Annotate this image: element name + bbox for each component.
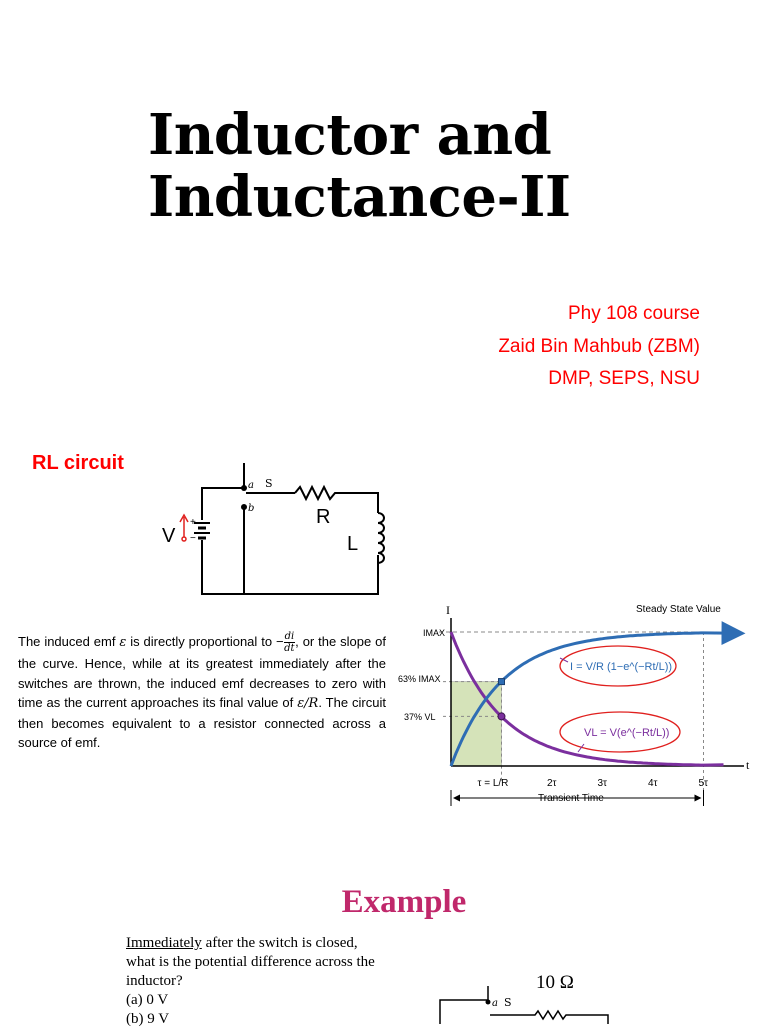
voltage-arrow-icon bbox=[180, 515, 188, 541]
time-constant-shaded-area bbox=[451, 682, 502, 766]
x-tick-label: 5τ bbox=[698, 778, 709, 789]
option-b: (b) 9 V bbox=[126, 1011, 170, 1027]
label-37-percent: 37% VL bbox=[404, 712, 436, 722]
question-text: after the switch is closed, what is the potential difference across the inductor? bbox=[126, 935, 375, 989]
desc-derivative bbox=[284, 631, 296, 654]
example-switch-label: S bbox=[504, 996, 512, 1009]
desc-frac-num: di bbox=[284, 631, 295, 642]
desc-frac-den: dt bbox=[284, 643, 295, 654]
rl-circuit-diagram bbox=[150, 455, 390, 605]
option-a: (a) 0 V bbox=[126, 992, 169, 1008]
example-question bbox=[126, 934, 376, 1029]
terminal-b-dot bbox=[241, 504, 247, 510]
steady-state-label: Steady State Value bbox=[636, 604, 721, 615]
question-emphasis: Immediately bbox=[126, 935, 202, 951]
title-line-2: Inductance-II bbox=[148, 164, 571, 230]
switch-label: S bbox=[265, 477, 273, 490]
terminal-a-dot bbox=[241, 485, 247, 491]
desc-part-3: , or the slope of the curve. Hence, while at its greatest immediately after the switches are thrown, the induced emf decreases to zero with time as the current approaches its final value of bbox=[18, 633, 386, 710]
desc-part-2: is directly proportional to − bbox=[126, 633, 284, 649]
example-resistor-value: 10 Ω bbox=[536, 972, 574, 993]
example-terminal-a: a bbox=[492, 998, 498, 1009]
x-tick-label: 4τ bbox=[648, 778, 658, 789]
instructor-name: Zaid Bin Mahbub (ZBM) bbox=[498, 335, 700, 357]
example-terminal-a-dot bbox=[486, 1000, 491, 1005]
example-circuit-diagram bbox=[430, 978, 630, 1024]
switch-terminal-b: b bbox=[248, 503, 255, 514]
desc-part-4: . The circuit then becomes equivalent to a resistor connected across a source of emf. bbox=[18, 695, 386, 750]
desc-emf-symbol: ε bbox=[119, 634, 127, 650]
resistor-label: R bbox=[316, 506, 331, 528]
current-equation: I = V/R (1−e^(−Rt/L)) bbox=[570, 661, 673, 673]
switch-terminal-a: a bbox=[248, 480, 254, 491]
example-heading: Example bbox=[341, 884, 467, 920]
rl-circuit-heading: RL circuit bbox=[32, 452, 124, 474]
battery-minus: − bbox=[190, 533, 196, 544]
imax-label: IMAX bbox=[423, 628, 446, 638]
rl-description bbox=[18, 631, 386, 753]
course-name: Phy 108 course bbox=[567, 303, 700, 324]
x-tick-label: 2τ bbox=[547, 778, 557, 789]
x-axis-label: t bbox=[746, 758, 750, 772]
page-title bbox=[148, 104, 571, 228]
voltage-equation: VL = V(e^(−Rt/L)) bbox=[584, 727, 670, 739]
voltage-label: V bbox=[162, 525, 176, 547]
y-axis-label: I bbox=[446, 603, 450, 617]
desc-part-1: The induced emf bbox=[18, 633, 120, 649]
course-info bbox=[498, 298, 700, 396]
desc-final-value: ε/R bbox=[297, 696, 319, 711]
x-tick-label: τ = L/R bbox=[477, 778, 509, 789]
x-tick-label: 3τ bbox=[597, 778, 608, 789]
transient-response-chart bbox=[394, 598, 764, 812]
label-63-percent: 63% IMAX bbox=[398, 674, 441, 684]
department: DMP, SEPS, NSU bbox=[548, 368, 700, 389]
37-percent-point bbox=[498, 713, 505, 720]
inductor-label: L bbox=[347, 533, 359, 555]
title-line-1: Inductor and bbox=[148, 102, 552, 168]
63-percent-point bbox=[499, 679, 505, 685]
battery-plus: + bbox=[190, 517, 196, 528]
transient-time-label: Transient Time bbox=[538, 793, 604, 804]
